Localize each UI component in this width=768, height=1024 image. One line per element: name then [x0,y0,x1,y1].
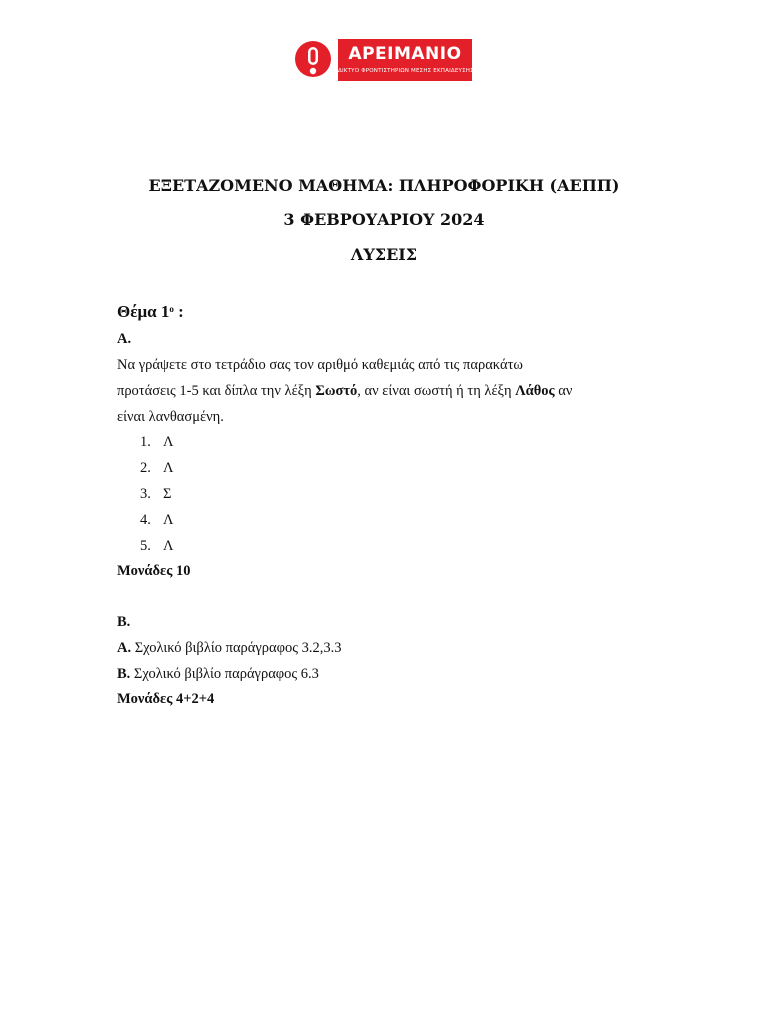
answer-number: 3. [140,486,151,502]
part-b-line-a-label: Α. [117,640,132,656]
answer-number: 5. [140,538,151,554]
answer-number: 2. [140,460,151,476]
logo-name: ΑΡΕΙΜΑΝΙΟ [348,44,462,64]
part-b-line-b [117,666,319,683]
exam-subject-title: ΕΞΕΤΑΖΟΜΕΝΟ ΜΑΘΗΜΑ: ΠΛΗΡΟΦΟΡΙΚΗ (ΑΕΠΠ) [148,176,620,195]
part-a-label: Α. [117,331,132,347]
part-b-line-b-label: Β. [117,666,131,682]
instruction-line-1: Να γράψετε στο τετράδιο σας τον αριθμό καθεμιάς από τις παρακάτω [117,357,523,373]
instruction-2b: , αν είναι σωστή ή τη λέξη [357,383,516,399]
answer-number: 1. [140,434,151,450]
answer-value: Σ [163,486,172,502]
theme-heading-sup: ο [169,304,174,314]
instruction-bold-correct: Σωστό [315,383,358,399]
part-b-points: Μονάδες 4+2+4 [117,691,215,707]
instruction-line-2 [117,383,572,400]
answer-value: Λ [163,434,174,450]
instruction-bold-wrong: Λάθος [515,383,555,399]
part-b-line-b-text: Σχολικό βιβλίο παράγραφος 6.3 [130,666,319,682]
exam-date: 3 ΦΕΒΡΟΥΑΡΙΟΥ 2024 [283,210,485,229]
answer-value: Λ [163,460,174,476]
theme-heading-suffix: : [173,302,184,321]
instruction-2a: προτάσεις 1-5 και δίπλα την λέξη [117,383,316,399]
logo-tagline: ΔΙΚΤΥΟ ΦΡΟΝΤΙΣΤΗΡΙΩΝ ΜΕΣΗΣ ΕΚΠΑΙΔΕΥΣΗΣ [338,68,474,74]
part-b-label: Β. [117,614,131,630]
instruction-2c: αν [554,383,573,399]
answer-number: 4. [140,512,151,528]
company-logo [294,39,472,81]
part-a-points: Μονάδες 10 [117,563,191,579]
logo-wordmark [338,39,472,81]
part-b-line-a-text: Σχολικό βιβλίο παράγραφος 3.2,3.3 [131,640,342,656]
document-type-title: ΛΥΣΕΙΣ [350,245,418,264]
part-b-line-a [117,640,341,657]
theme-1-heading [117,302,184,322]
logo-mark-icon [294,39,334,81]
answer-value: Λ [163,512,174,528]
theme-heading-text: Θέμα 1 [117,302,170,321]
answer-value: Λ [163,538,174,554]
instruction-line-3: είναι λανθασμένη. [117,409,224,425]
